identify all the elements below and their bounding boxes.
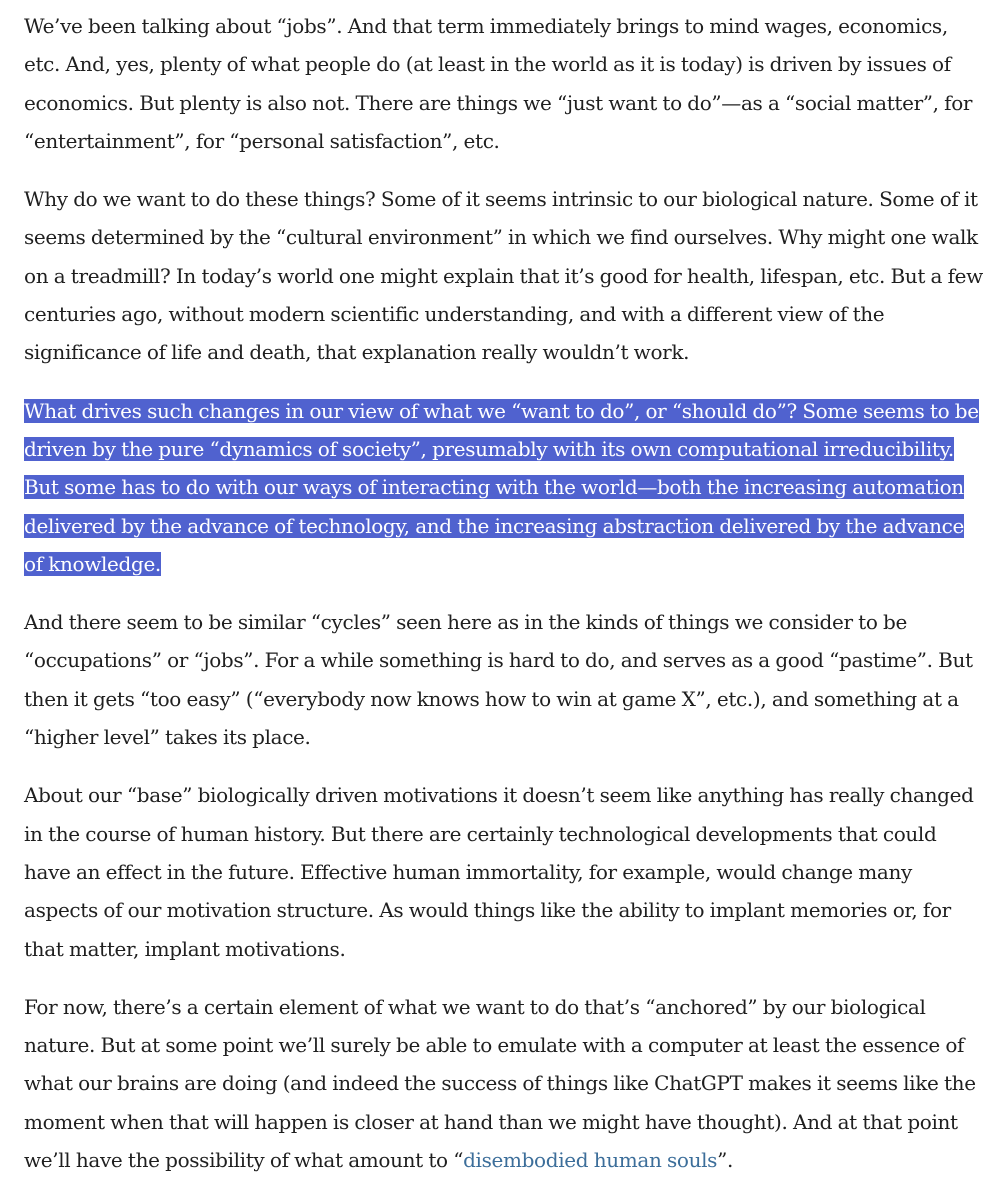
paragraph-1: We’ve been talking about “jobs”. And that term immediately brings to mind wages, economics, etc. And, yes, plenty of what people do (at least in the world as it is today) is driven by issues of economics. But plenty is also not. There are things we “just want to do”—as a “social matter”, for “entertainment”, for “personal satisfaction”, etc.	[24, 14, 973, 153]
paragraph-6-text: For now, there’s a certain element of what we want to do that’s “anchored” by our biological nature. But at some point we’ll surely be able to emulate with a computer at least the essence of what our brains are doing (and indeed the success of things like ChatGPT makes it seems like the moment when that will happen is closer at hand than we might have thought). And at that point we’ll have the possibility of what amount to “	[24, 994, 976, 1173]
paragraph-5: About our “base” biologically driven motivations it doesn’t seem like anything has really changed in the course of human history. But there are certainly technological developments that could have an effect in the future. Effective human immortality, for example, would change many aspects of our motivation structure. As would things like the ability to implant memories or, for that matter, implant motivations.	[24, 783, 974, 961]
disembodied-souls-link[interactable]: disembodied human souls	[463, 1148, 718, 1173]
paragraph-6-end: ”.	[717, 1148, 733, 1173]
paragraph-6	[24, 988, 986, 1179]
article-body	[24, 7, 986, 1199]
selected-text[interactable]: What drives such changes in our view of what we “want to do”, or “should do”? Some seems to be driven by the pure “dynamics of society”, presumably with its own computational irreducibility. But some has to do with our ways of interacting with the world—both the increasing automation delivered by the advance of technology, and the increasing abstraction delivered by the advance of knowledge.	[24, 398, 979, 576]
paragraph-2: Why do we want to do these things? Some of it seems intrinsic to our biological nature. Some of it seems determined by the “cultural environment” in which we find ourselves. Why might one walk on a treadmill? In today’s world one might explain that it’s good for health, lifespan, etc. But a few centuries ago, without modern scientific understanding, and with a different view of the significance of life and death, that explanation really wouldn’t work.	[24, 187, 983, 365]
paragraph-3-selected	[24, 392, 986, 583]
paragraph-4: And there seem to be similar “cycles” seen here as in the kinds of things we consider to be “occupations” or “jobs”. For a while something is hard to do, and serves as a good “pastime”. But then it gets “too easy” (“everybody now knows how to win at game X”, etc.), and something at a “higher level” takes its place.	[24, 610, 973, 750]
